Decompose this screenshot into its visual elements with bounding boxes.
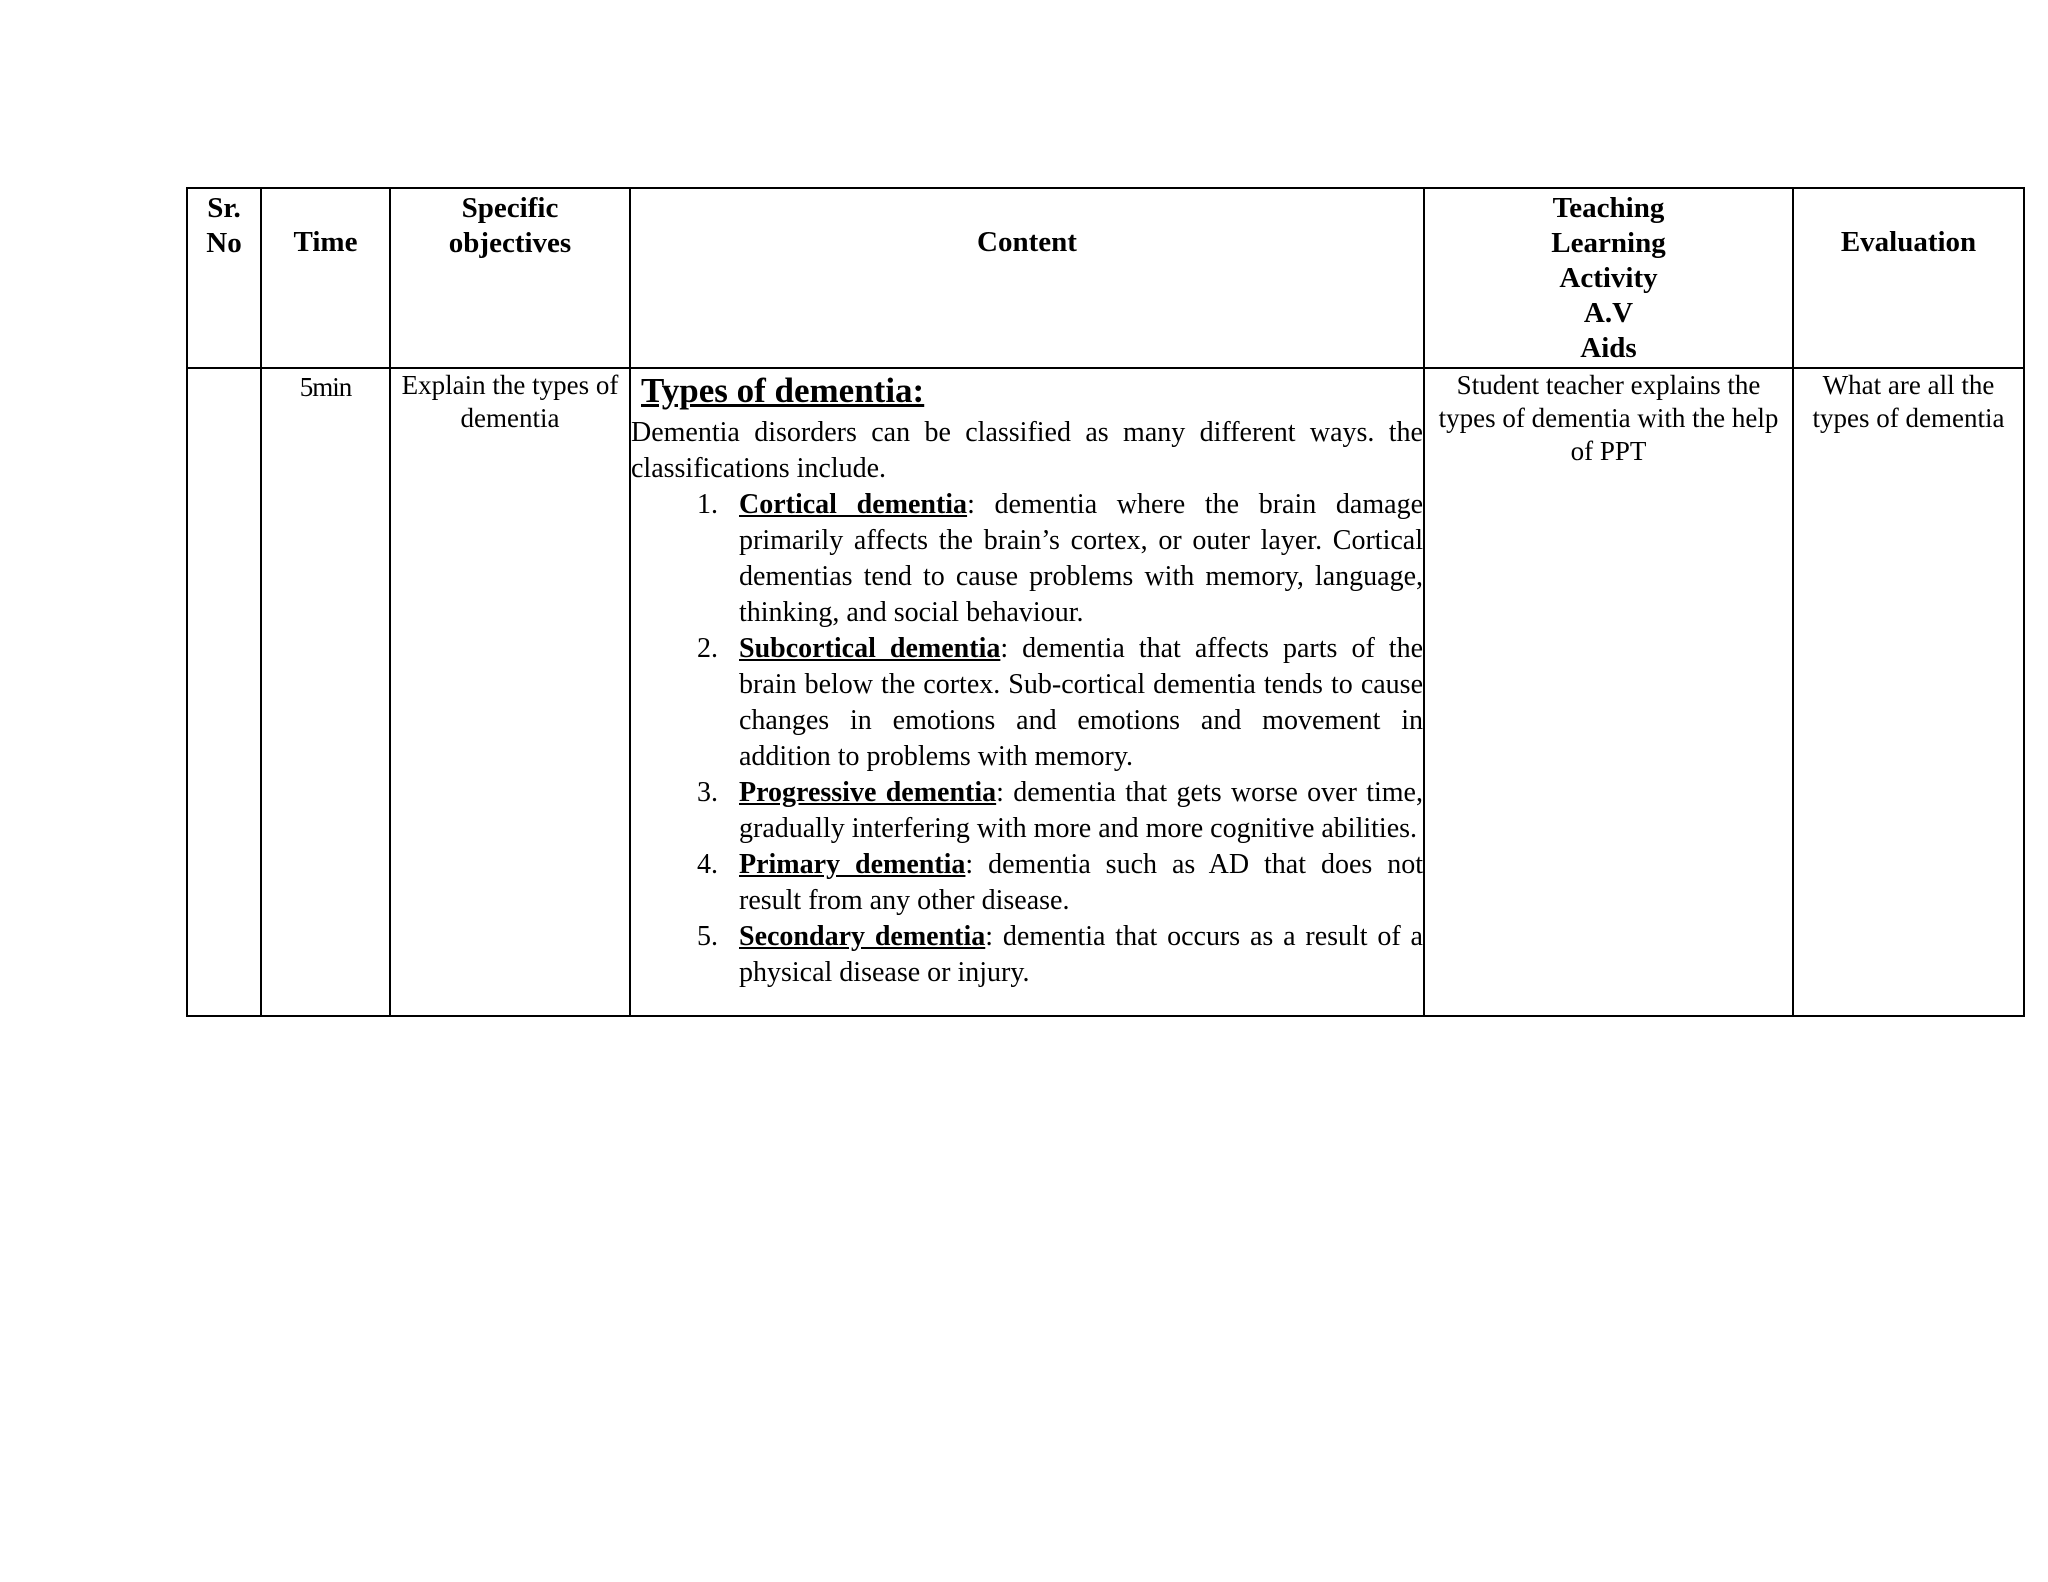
- cell-sr-no: [187, 368, 261, 1016]
- evaluation-text: What are all the types of dementia: [1812, 370, 2005, 433]
- cell-activity: [1424, 368, 1793, 1016]
- header-sr-no: [187, 188, 261, 368]
- header-content-label: Content: [977, 226, 1077, 258]
- header-activity-line3: Activity: [1559, 262, 1658, 294]
- list-item-text: : dementia such as AD that does not result from any other disease.: [739, 849, 1423, 916]
- header-activity-line5: Aids: [1580, 332, 1637, 364]
- list-item: [725, 631, 1423, 775]
- header-sr-no-line2: No: [206, 227, 242, 259]
- header-activity-line4: A.V: [1583, 297, 1634, 329]
- dementia-types-list: [631, 487, 1423, 991]
- lesson-plan-table: [186, 187, 2025, 1017]
- list-item-text: : dementia that occurs as a result of a physical disease or injury.: [739, 921, 1423, 988]
- content-heading: Types of dementia:: [641, 371, 925, 410]
- list-item-term: Primary dementia: [739, 849, 966, 880]
- header-row: [187, 188, 2024, 368]
- list-item: [725, 775, 1423, 847]
- time-value: 5min: [299, 372, 352, 402]
- header-activity-line2: Learning: [1551, 227, 1666, 259]
- list-item-term: Subcortical dementia: [739, 633, 1001, 664]
- header-objectives-line2: objectives: [448, 227, 572, 259]
- header-evaluation: [1793, 188, 2024, 368]
- header-objectives: [390, 188, 630, 368]
- list-item-term: Progressive dementia: [739, 777, 997, 808]
- activity-text: Student teacher explains the types of dementia with the help of PPT: [1438, 370, 1779, 466]
- header-evaluation-label: Evaluation: [1840, 226, 1977, 258]
- list-item: [725, 487, 1423, 631]
- header-time-label: Time: [293, 226, 358, 258]
- cell-objective: [390, 368, 630, 1016]
- cell-content: [630, 368, 1424, 1016]
- header-sr-no-line1: Sr.: [207, 192, 241, 224]
- cell-evaluation: [1793, 368, 2024, 1016]
- list-item: [725, 847, 1423, 919]
- header-content: [630, 188, 1424, 368]
- cell-time: [261, 368, 390, 1016]
- list-item-text: : dementia that affects parts of the brain below the cortex. Sub-cortical dementia tends to cause changes in emotions and emotions and movement in addition to problems with memory.: [739, 633, 1424, 772]
- header-activity-line1: Teaching: [1552, 192, 1665, 224]
- list-item: [725, 919, 1423, 991]
- header-time: [261, 188, 390, 368]
- objective-text: Explain the types of dementia: [401, 370, 619, 433]
- header-objectives-line1: Specific: [461, 192, 559, 224]
- list-item-text: : dementia where the brain damage primarily affects the brain’s cortex, or outer layer. Cortical dementias tend to cause problems with memory, language, thinking, and social behaviour.: [739, 489, 1423, 628]
- content-intro: Dementia disorders can be classified as many different ways. the classifications include.: [631, 417, 1423, 484]
- list-item-term: Cortical dementia: [739, 489, 968, 520]
- list-item-term: Secondary dementia: [739, 921, 986, 952]
- table-row: [187, 368, 2024, 1016]
- header-activity: [1424, 188, 1793, 368]
- list-item-text: : dementia that gets worse over time, gradually interfering with more and more cognitive abilities.: [739, 777, 1423, 844]
